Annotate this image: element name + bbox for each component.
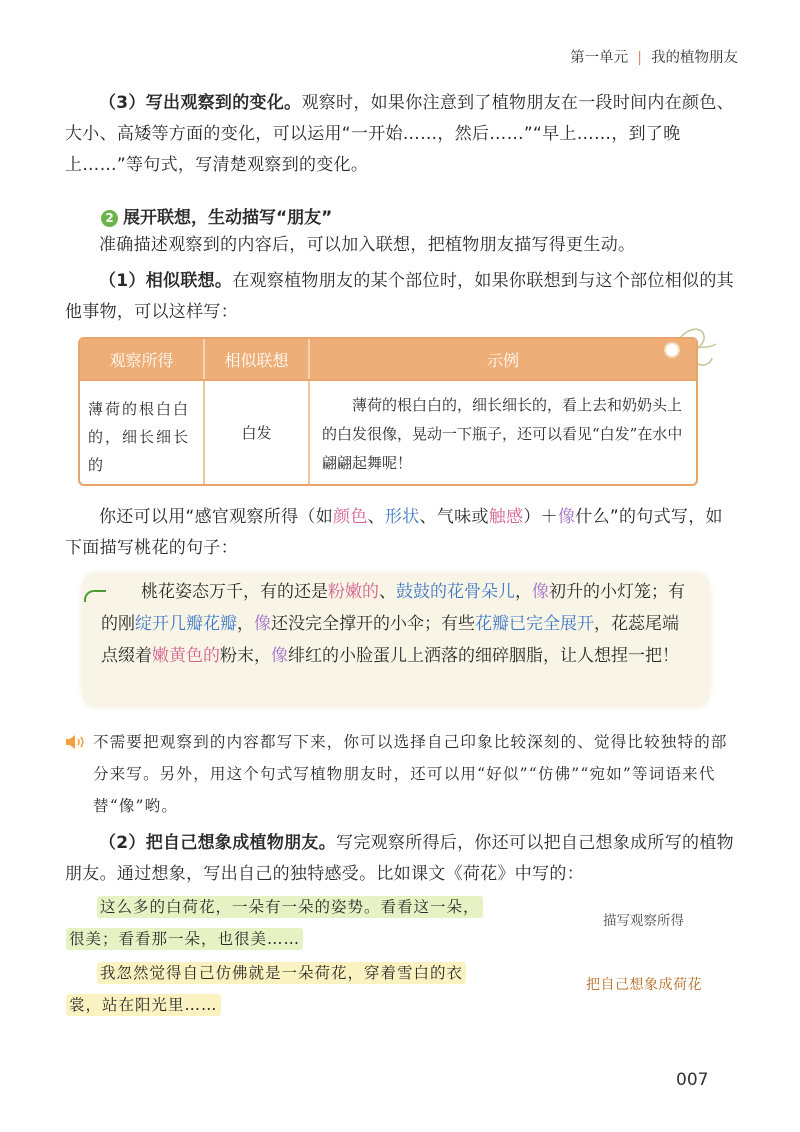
color-phrase: 嫩黄色的 — [152, 646, 220, 666]
header-example: 示例 — [486, 350, 519, 370]
table-row — [80, 381, 696, 484]
like-word: 像 — [271, 646, 288, 666]
text-part: 桃花姿态万千，有的还是 — [141, 582, 328, 602]
text-part: 、 — [367, 507, 385, 527]
example-table — [78, 337, 698, 486]
header-separator: | — [637, 50, 642, 66]
example-line — [97, 958, 466, 988]
text-part: 、 — [379, 582, 396, 602]
text-part: 绯红的小脸蛋儿上洒落的细碎胭脂，让人想捏一把！ — [288, 646, 679, 666]
keyword-touch: 触感 — [488, 507, 524, 527]
section-number-badge: 2 — [101, 210, 118, 227]
paragraph-lead: （2）把自己想象成植物朋友。 — [99, 833, 337, 853]
running-header — [570, 46, 738, 67]
side-note-observation: 描写观察所得 — [603, 913, 684, 929]
section-heading — [101, 203, 332, 228]
section-title: 展开联想，生动描写“朋友” — [123, 208, 333, 228]
highlight-imagination: 我忽然觉得自己仿佛就是一朵荷花，穿着雪白的衣 — [97, 962, 466, 984]
header-observation: 观察所得 — [80, 339, 205, 379]
text-part: 你还可以用“感官观察所得（如 — [99, 507, 334, 527]
text-part: 初升的小灯笼；有的刚 — [101, 582, 685, 634]
highlight-observation: 这么多的白荷花，一朵有一朵的姿势。看看这一朵， — [97, 896, 483, 918]
tag-hole-icon — [664, 342, 680, 358]
text-part: ，花蕊尾端点缀着 — [101, 614, 679, 666]
paragraph-similar — [65, 266, 737, 328]
unit-label: 第一单元 — [570, 50, 629, 66]
cell-association: 白发 — [205, 381, 310, 484]
keyword-like: 像 — [557, 507, 576, 527]
text-part: 粉末， — [220, 646, 271, 666]
like-word: 像 — [532, 582, 549, 602]
paragraph-imagine — [65, 828, 737, 890]
shape-phrase: 绽开几瓣花瓣 — [135, 614, 237, 634]
shape-phrase: 花瓣已完全展开 — [475, 614, 594, 634]
example-line — [97, 892, 483, 922]
highlight-imagination: 裳，站在阳光里…… — [66, 994, 221, 1016]
keyword-color: 颜色 — [333, 507, 368, 527]
text-part: ， — [237, 614, 254, 634]
shape-phrase: 鼓鼓的花骨朵儿 — [396, 582, 515, 602]
paragraph-lead: （3）写出观察到的变化。 — [99, 93, 302, 113]
example-line — [66, 990, 221, 1020]
peach-blossom-quote — [83, 574, 709, 706]
like-word: 像 — [254, 614, 271, 634]
header-association: 相似联想 — [205, 339, 310, 379]
text-part: ）＋ — [523, 507, 558, 527]
cell-example: 薄荷的根白白的，细长细长的，看上去和奶奶头上的白发很像，晃动一下瓶子，还可以看见“白发”在水中翩翩起舞呢！ — [322, 396, 683, 472]
paragraph-text: 观察时，如果你注意到了植物朋友在一段时间内在颜色、大小、高矮等方面的变化，可以运用“一开始……，然后……”“早上……，到了晚上……”等句式，写清楚观察到的变化。 — [65, 93, 734, 175]
paragraph-senses — [65, 502, 737, 564]
speaker-icon — [64, 734, 86, 750]
quote-text — [101, 576, 693, 672]
paragraph-intro: 准确描述观察到的内容后，可以加入联想，把植物朋友描写得更生动。 — [99, 235, 636, 255]
text-part: 什么”的句式写，如下面描写桃花的句子： — [65, 507, 723, 558]
paragraph-text: 在观察植物朋友的某个部位时，如果你联想到与这个部位相似的其他事物，可以这样写： — [65, 271, 734, 322]
table-header — [80, 339, 696, 381]
unit-title: 我的植物朋友 — [651, 50, 738, 66]
text-part: 还没完全撑开的小伞；有些 — [271, 614, 475, 634]
paragraph-text: 写完观察所得后，你还可以把自己想象成所写的植物朋友。通过想象，写出自己的独特感受。比如课文《荷花》中写的： — [65, 833, 734, 884]
color-phrase: 粉嫩的 — [328, 582, 379, 602]
text-part: ， — [515, 582, 532, 602]
side-note-imagination: 把自己想象成荷花 — [586, 977, 702, 993]
quote-mark-icon — [84, 590, 106, 602]
highlight-observation: 很美；看看那一朵，也很美…… — [66, 928, 303, 950]
example-line — [66, 924, 303, 954]
text-part: 、气味或 — [419, 507, 489, 527]
paragraph-lead: （1）相似联想。 — [99, 271, 233, 291]
page-number: 007 — [676, 1070, 709, 1090]
tip-text: 不需要把观察到的内容都写下来，你可以选择自己印象比较深刻的、觉得比较独特的部分来写。另外，用这个句式写植物朋友时，还可以用“好似”“仿佛”“宛如”等词语来代替“像”哟。 — [93, 733, 728, 815]
keyword-shape: 形状 — [384, 507, 420, 527]
paragraph-changes — [65, 88, 737, 181]
cell-observation: 薄荷的根白白的，细长细长的 — [80, 381, 205, 484]
